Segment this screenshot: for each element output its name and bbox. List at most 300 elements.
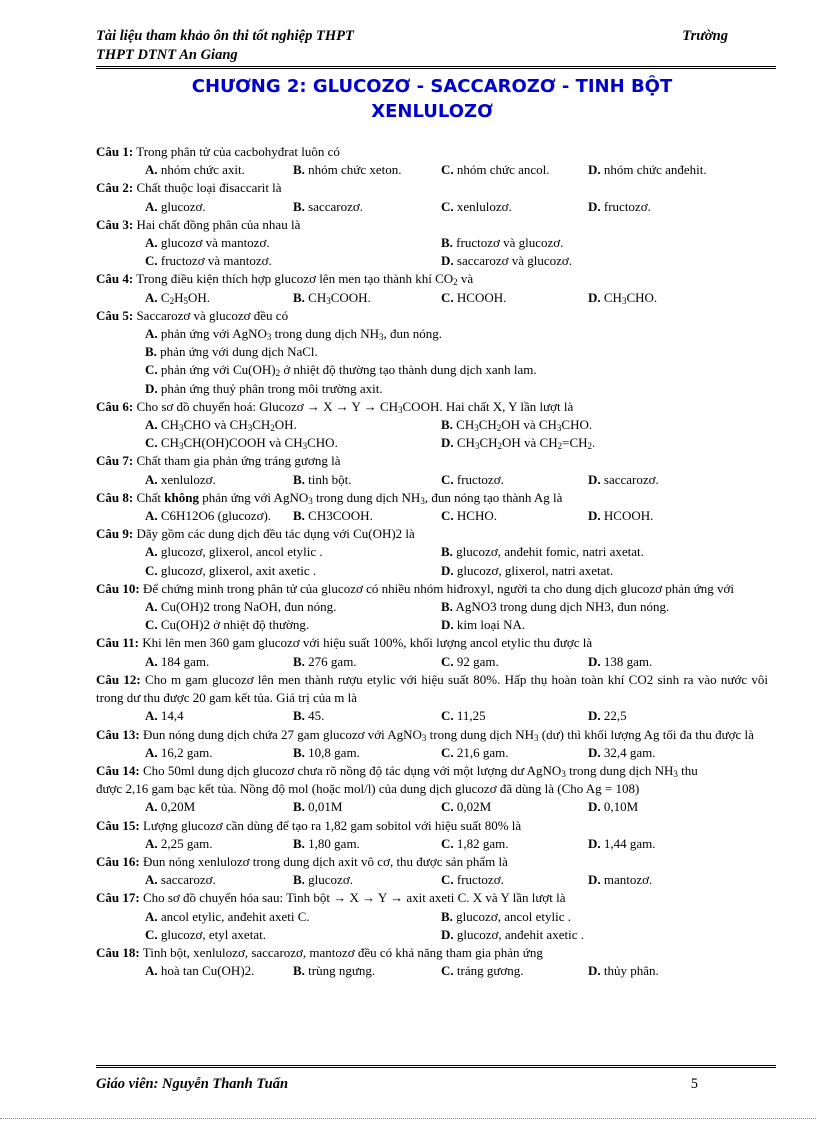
page-header [96, 28, 728, 69]
option-letter: C. [441, 708, 454, 724]
question-16 [96, 853, 768, 889]
answer-options [96, 835, 768, 853]
option-letter: B. [293, 471, 305, 487]
question-number: Câu 16: [96, 853, 140, 869]
answer-options [96, 289, 768, 307]
answer-option-d [441, 926, 768, 944]
answer-option-b [441, 598, 768, 616]
option-letter: B. [293, 799, 305, 815]
option-text: kim loại NA. [453, 617, 526, 633]
option-letter: C. [441, 289, 454, 305]
answer-option-b [441, 543, 768, 561]
answer-option-a [145, 289, 293, 307]
option-letter: C. [441, 471, 454, 487]
option-text: glucozơ. [304, 872, 353, 888]
answer-option-d [588, 871, 768, 889]
option-letter: D. [441, 562, 454, 578]
question-number: Câu 14: [96, 762, 140, 778]
answer-option-b [293, 962, 441, 980]
answer-option-d [588, 835, 768, 853]
option-text: fructozơ và mantozơ. [157, 253, 272, 269]
answer-option-a [145, 871, 293, 889]
answer-options [96, 871, 768, 889]
option-text: fructozơ. [453, 872, 504, 888]
option-letter: D. [441, 253, 454, 269]
chapter-title-line-1: CHƯƠNG 2: GLUCOZƠ - SACCAROZƠ - TINH BỘT [191, 76, 673, 97]
option-text: xenlulozơ. [453, 198, 512, 214]
answer-option-d [588, 653, 768, 671]
option-letter: D. [441, 617, 454, 633]
answer-option-c [145, 252, 441, 270]
option-text: $CH_3CH_2OH$ và $CH_3CHO$. [452, 417, 593, 434]
answer-option-a [145, 325, 768, 343]
question-number: Câu 5: [96, 307, 134, 323]
question-list [96, 143, 768, 980]
question-stem [96, 944, 768, 962]
option-text: nhóm chức ancol. [453, 162, 550, 178]
answer-options [96, 908, 768, 944]
question-number: Câu 10: [96, 580, 140, 596]
option-letter: A. [145, 872, 158, 888]
question-text: Cho sơ đồ chuyển hóa sau: Tinh bột → X → Y → axit axeti C. X và Y lần lượt là [139, 890, 566, 906]
answer-option-b [293, 198, 441, 216]
question-17 [96, 889, 768, 944]
option-letter: D. [588, 963, 601, 979]
option-letter: C. [441, 198, 454, 214]
header-school-label: Trường [682, 28, 728, 44]
answer-option-b [293, 744, 441, 762]
option-letter: C. [441, 744, 454, 760]
answer-option-a [145, 798, 293, 816]
question-stem [96, 889, 768, 907]
answer-option-d [588, 707, 768, 725]
option-letter: D. [588, 872, 601, 888]
option-text: thủy phân. [600, 963, 659, 979]
answer-option-c [441, 707, 588, 725]
option-letter: C. [441, 835, 454, 851]
option-letter: B. [441, 417, 453, 433]
option-letter: B. [145, 344, 157, 360]
answer-option-d [441, 252, 768, 270]
header-doc-title: Tài liệu tham khảo ôn thi tốt nghiệp THPT [96, 28, 354, 44]
answer-option-b [441, 416, 768, 434]
option-letter: A. [145, 289, 158, 305]
option-letter: B. [293, 653, 305, 669]
question-7 [96, 452, 768, 488]
option-letter: B. [293, 872, 305, 888]
question-8 [96, 489, 768, 525]
question-number: Câu 11: [96, 635, 139, 651]
page-bottom-dotted-border [0, 1118, 816, 1119]
answer-option-a [145, 161, 293, 179]
option-text: CH3COOH. [304, 508, 373, 524]
option-letter: A. [145, 963, 158, 979]
answer-option-d [588, 507, 768, 525]
option-letter: C. [441, 508, 454, 524]
question-text: Trong phân tử của cacbohyđrat luôn có [133, 144, 340, 159]
question-stem [96, 270, 768, 288]
answer-option-b [293, 161, 441, 179]
option-letter: A. [145, 599, 158, 615]
question-text: Đun nóng dung dịch chứa 27 gam glucozơ với AgNO$_3$ trong dung dịch $NH_3$ (dư) thì khối lượng Ag tối đa thu được là [139, 726, 754, 743]
answer-option-c [441, 289, 588, 307]
answer-option-a [145, 908, 441, 926]
answer-option-b [293, 835, 441, 853]
option-text: 11,25 [453, 708, 486, 724]
question-number: Câu 4: [96, 271, 134, 287]
answer-option-d [588, 161, 768, 179]
option-letter: A. [145, 235, 158, 251]
option-text: 2,25 gam. [157, 835, 213, 851]
option-text: glucozơ, ancol etylic . [452, 908, 571, 924]
option-text: 184 gam. [157, 653, 210, 669]
answer-option-c [441, 835, 588, 853]
option-text: 21,6 gam. [453, 744, 509, 760]
answer-option-c [441, 161, 588, 179]
option-text: hoà tan Cu(OH)2. [157, 963, 255, 979]
answer-option-c [441, 471, 588, 489]
answer-option-b [145, 343, 768, 361]
question-13 [96, 726, 768, 762]
option-letter: C. [441, 872, 454, 888]
question-number: Câu 7: [96, 453, 134, 469]
question-number: Câu 1: [96, 144, 134, 159]
answer-option-c [145, 616, 441, 634]
question-number: Câu 17: [96, 890, 140, 906]
question-stem [96, 726, 768, 744]
footer-teacher: Giáo viên: Nguyễn Thanh Tuấn [96, 1076, 289, 1092]
answer-option-a [145, 416, 441, 434]
option-text: glucozơ, etyl axetat. [157, 926, 266, 942]
question-text: Cho m gam glucozơ lên men thành rượu etylic với hiệu suất 80%. Hấp thụ hoàn toàn khí CO2 sinh ra vào nước vôi trong dư thu được 20 gam kết tủa. Giá trị của m là [96, 671, 768, 706]
answer-option-a [145, 962, 293, 980]
question-text: Saccarozơ và glucozơ đều có [133, 307, 289, 323]
option-letter: B. [293, 162, 305, 178]
header-line-1 [96, 28, 728, 45]
answer-options [96, 653, 768, 671]
question-number: Câu 9: [96, 526, 134, 542]
answer-option-c [145, 434, 441, 452]
question-text: Đun nóng xenlulozơ trong dung dịch axit vô cơ, thu được sản phẩm là [139, 853, 508, 869]
option-letter: A. [145, 835, 158, 851]
answer-option-d [588, 744, 768, 762]
option-letter: A. [145, 417, 158, 433]
option-letter: B. [293, 198, 305, 214]
answer-option-c [441, 744, 588, 762]
option-letter: C. [145, 435, 158, 451]
option-text: saccarozơ. [600, 471, 659, 487]
answer-option-d [588, 471, 768, 489]
option-text: saccarozơ. [157, 872, 216, 888]
answer-option-d [441, 616, 768, 634]
option-letter: B. [441, 599, 453, 615]
option-letter: D. [588, 744, 601, 760]
option-text: tráng gương. [453, 963, 524, 979]
option-letter: C. [441, 653, 454, 669]
question-number: Câu 13: [96, 726, 140, 742]
option-text: 0,10M [600, 799, 639, 815]
option-letter: D. [588, 162, 601, 178]
answer-option-c [441, 198, 588, 216]
header-school-name: THPT DTNT An Giang [96, 47, 238, 63]
answer-options [96, 471, 768, 489]
option-text: nhóm chức axit. [157, 162, 245, 178]
question-2 [96, 179, 768, 215]
answer-option-b [441, 908, 768, 926]
option-letter: A. [145, 708, 158, 724]
answer-option-b [293, 653, 441, 671]
answer-option-c [145, 361, 768, 379]
option-text: glucozơ. [157, 198, 206, 214]
option-text: 276 gam. [304, 653, 357, 669]
option-text: fructozơ và glucozơ. [452, 235, 564, 251]
answer-option-c [441, 653, 588, 671]
option-letter: A. [145, 471, 158, 487]
option-text: 0,02M [453, 799, 492, 815]
option-letter: B. [293, 289, 305, 305]
option-letter: A. [145, 653, 158, 669]
question-stem [96, 452, 768, 470]
header-rule [96, 66, 776, 69]
option-text: C6H12O6 (glucozơ). [157, 508, 272, 524]
question-4 [96, 270, 768, 306]
answer-option-a [145, 507, 293, 525]
option-text: 1,82 gam. [453, 835, 509, 851]
question-6 [96, 398, 768, 453]
option-text: 0,20M [157, 799, 196, 815]
option-text: HCOOH. [600, 508, 654, 524]
answer-option-d [441, 434, 768, 452]
answer-options [96, 325, 768, 398]
answer-option-c [441, 962, 588, 980]
option-letter: D. [588, 835, 601, 851]
question-9 [96, 525, 768, 580]
option-text: saccarozơ và glucozơ. [453, 253, 573, 269]
answer-option-a [145, 744, 293, 762]
option-letter: D. [588, 508, 601, 524]
page-footer [96, 1065, 768, 1093]
option-text: fructozơ. [453, 471, 504, 487]
option-text: saccarozơ. [304, 198, 364, 214]
option-letter: B. [293, 508, 305, 524]
option-text: phản ứng với AgNO$_3$ trong dung dịch $NH_3$, đun nóng. [157, 326, 442, 343]
question-stem [96, 817, 768, 835]
option-letter: B. [293, 963, 305, 979]
question-stem [96, 762, 768, 798]
option-text: 10,8 gam. [304, 744, 360, 760]
answer-option-c [441, 871, 588, 889]
option-text: $CH_3CHO$ và $CH_3CH_2OH$. [157, 417, 297, 434]
option-letter: D. [588, 708, 601, 724]
answer-option-a [145, 198, 293, 216]
question-11 [96, 634, 768, 670]
option-letter: D. [588, 198, 601, 214]
answer-option-a [145, 543, 441, 561]
question-number: Câu 12: [96, 671, 141, 687]
option-letter: C. [145, 562, 158, 578]
option-letter: B. [441, 908, 453, 924]
option-text: 14,4 [157, 708, 184, 724]
option-letter: B. [441, 235, 453, 251]
option-text: tinh bột. [304, 471, 352, 487]
option-text: 16,2 gam. [157, 744, 213, 760]
option-text: 22,5 [600, 708, 627, 724]
question-stem [96, 580, 768, 598]
option-text: $CH_3CH(OH)COOH$ và $CH_3CHO$. [157, 435, 338, 452]
answer-option-d [588, 798, 768, 816]
option-letter: C. [145, 253, 158, 269]
question-text: Dãy gồm các dung dịch đều tác dụng với Cu(OH)2 là [133, 526, 415, 542]
answer-options [96, 598, 768, 634]
question-stem [96, 671, 768, 707]
question-text: Chất tham gia phản ứng tráng gương là [133, 453, 341, 469]
option-text: AgNO3 trong dung dịch NH3, đun nóng. [452, 599, 670, 615]
answer-options [96, 198, 768, 216]
answer-options [96, 234, 768, 270]
option-text: Cu(OH)2 trong NaOH, đun nóng. [157, 599, 337, 615]
option-letter: C. [145, 926, 158, 942]
question-12 [96, 671, 768, 726]
answer-options [96, 416, 768, 452]
option-letter: D. [588, 799, 601, 815]
answer-option-d [441, 562, 768, 580]
answer-option-b [293, 798, 441, 816]
chapter-title [96, 74, 768, 124]
option-text: 0,01M [304, 799, 343, 815]
question-stem [96, 853, 768, 871]
option-letter: C. [441, 162, 454, 178]
answer-option-d [588, 289, 768, 307]
question-text: Lượng glucozơ cần dùng để tạo ra 1,82 gam sobitol với hiệu suất 80% là [139, 817, 522, 833]
question-number: Câu 3: [96, 216, 134, 232]
question-14 [96, 762, 768, 817]
option-text: 92 gam. [453, 653, 499, 669]
option-letter: C. [441, 963, 454, 979]
option-text: 45. [304, 708, 325, 724]
question-stem [96, 489, 768, 507]
option-text: 1,80 gam. [304, 835, 360, 851]
option-text: glucozơ, anđehit axetic . [453, 926, 584, 942]
option-letter: B. [293, 835, 305, 851]
option-text: $C_2H_5OH$. [157, 289, 210, 306]
answer-option-b [293, 871, 441, 889]
question-stem [96, 143, 768, 161]
question-number: Câu 6: [96, 398, 134, 414]
question-text: Hai chất đồng phân của nhau là [133, 216, 301, 232]
answer-option-a [145, 707, 293, 725]
option-text: glucozơ, glixerol, ancol etylic . [157, 544, 323, 560]
option-letter: C. [145, 617, 158, 633]
option-text: xenlulozơ. [157, 471, 216, 487]
option-text: 138 gam. [600, 653, 653, 669]
option-letter: D. [441, 435, 454, 451]
question-stem [96, 525, 768, 543]
option-letter: D. [588, 289, 601, 305]
page-number: 5 [690, 1076, 698, 1092]
answer-option-c [145, 562, 441, 580]
option-letter: D. [145, 380, 158, 396]
option-letter: A. [145, 508, 158, 524]
option-text: phản ứng với $Cu(OH)_2$ ở nhiệt độ thường tạo thành dung dịch xanh lam. [157, 362, 537, 379]
option-letter: B. [293, 708, 305, 724]
chapter-title-line-2: XENLULOZƠ [371, 101, 493, 122]
question-number: Câu 2: [96, 180, 134, 196]
option-text: phản ứng với dung dịch NaCl. [156, 344, 318, 360]
option-letter: A. [145, 162, 158, 178]
question-stem [96, 634, 768, 652]
answer-options [96, 507, 768, 525]
answer-option-d [588, 198, 768, 216]
answer-options [96, 744, 768, 762]
option-text: Cu(OH)2 ở nhiệt độ thường. [157, 617, 310, 633]
question-stem [96, 307, 768, 325]
answer-option-b [293, 471, 441, 489]
question-number: Câu 18: [96, 944, 140, 960]
option-text: HCOOH. [453, 289, 507, 305]
answer-option-a [145, 234, 441, 252]
option-text: nhóm chức xeton. [304, 162, 402, 178]
question-18 [96, 944, 768, 980]
answer-option-d [588, 962, 768, 980]
option-letter: A. [145, 744, 158, 760]
option-text: trùng ngưng. [304, 963, 376, 979]
option-letter: A. [145, 544, 158, 560]
answer-options [96, 543, 768, 579]
option-letter: C. [441, 799, 454, 815]
question-text: Để chứng minh trong phân tử của glucozơ có nhiều nhóm hiđroxyl, người ta cho dung dịch glucozơ phản ứng với [139, 580, 735, 596]
option-text: glucozơ, glixerol, natri axetat. [453, 562, 614, 578]
option-text: nhóm chức anđehit. [600, 162, 707, 178]
option-text: 1,44 gam. [600, 835, 656, 851]
question-text: Trong điều kiện thích hợp glucozơ lên men tạo thành khí $CO_2$ và [133, 271, 474, 288]
question-text: Cho sơ đồ chuyển hoá: Glucozơ → $X \to Y \to CH_3COOH$. Hai chất X, Y lần lượt là [133, 398, 574, 415]
option-text: mantozơ. [600, 872, 653, 888]
question-text: Chất thuộc loại đisaccarit là [133, 180, 282, 196]
answer-options [96, 798, 768, 816]
option-text: 32,4 gam. [600, 744, 656, 760]
answer-options [96, 161, 768, 179]
answer-option-c [441, 507, 588, 525]
question-1 [96, 143, 768, 179]
answer-option-a [145, 471, 293, 489]
answer-option-a [145, 653, 293, 671]
question-3 [96, 216, 768, 271]
answer-option-b [293, 707, 441, 725]
option-text: HCHO. [453, 508, 497, 524]
question-text: Cho 50ml dung dịch glucozơ chưa rõ nồng độ tác dụng với một lượng dư AgNO$_3$ trong dung dịch $NH_3$ thu được 2,16 gam bạc kết tủa. Nồng độ mol (hoặc mol/l) của dung dịch glucozơ đã dùng là (Cho Ag = 108) [96, 762, 698, 797]
option-letter: C. [145, 362, 158, 378]
answer-option-a [145, 835, 293, 853]
option-letter: A. [145, 908, 158, 924]
answer-option-b [293, 507, 441, 525]
option-letter: B. [293, 744, 305, 760]
option-letter: B. [441, 544, 453, 560]
answer-option-c [441, 798, 588, 816]
answer-option-a [145, 598, 441, 616]
option-text: fructozơ. [600, 198, 651, 214]
option-text: phản ứng thuỷ phân trong môi trường axit. [157, 380, 383, 396]
answer-option-b [441, 234, 768, 252]
answer-option-c [145, 926, 441, 944]
option-letter: A. [145, 198, 158, 214]
answer-option-b [293, 289, 441, 307]
question-text: Khi lên men 360 gam glucozơ với hiệu suất 100%, khối lượng ancol etylic thu được là [138, 635, 593, 651]
option-letter: D. [588, 471, 601, 487]
option-text: $CH_3CH_2OH$ và $CH_2=CH_2$. [453, 435, 596, 452]
option-letter: D. [441, 926, 454, 942]
answer-option-d [145, 380, 768, 398]
question-15 [96, 817, 768, 853]
